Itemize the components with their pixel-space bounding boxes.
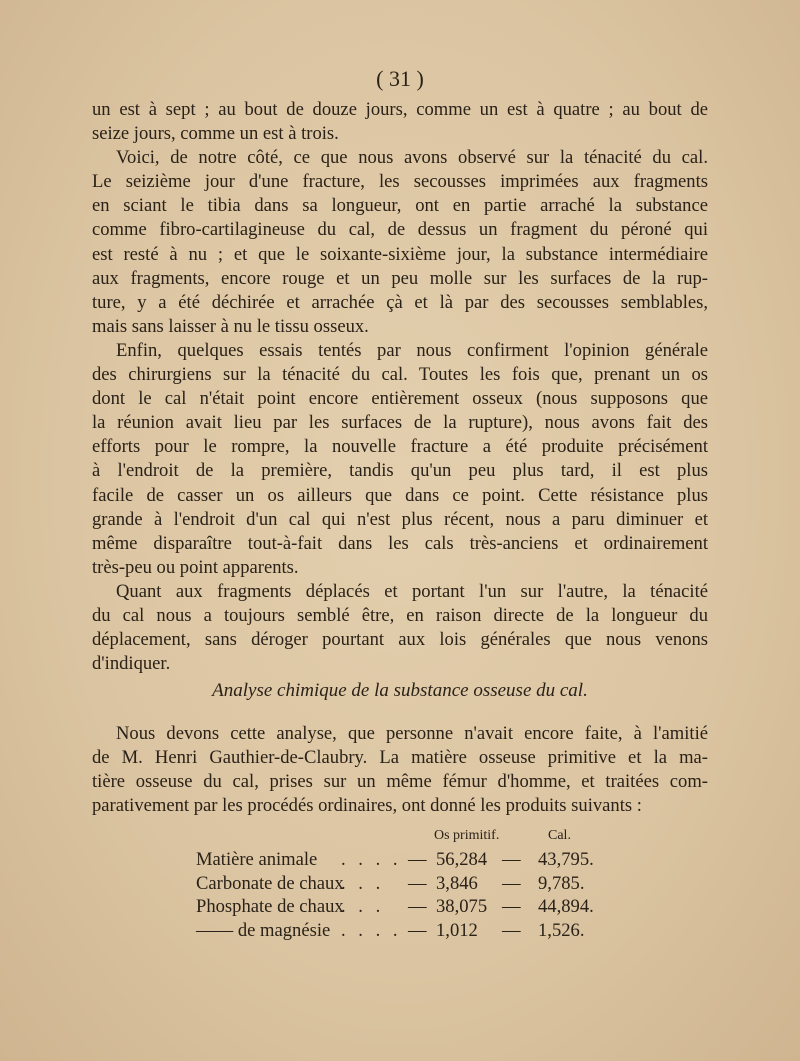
text-line: parativement par les procédés ordinaires, ont donné les produits suivants : [92, 795, 642, 817]
text-line: seize jours, comme un est à trois. [92, 123, 339, 145]
text-line: dont le cal n'était point encore entièrement osseux (nous supposons que [92, 388, 708, 410]
row-dash: — [408, 896, 427, 917]
composition-table [196, 826, 616, 942]
text-line: grande à l'endroit d'un cal qui n'est plus récent, nous a paru diminuer et [92, 508, 708, 530]
value-cal: 43,795. [538, 849, 594, 870]
text-line: très-peu ou point apparents. [92, 556, 299, 578]
table-header [196, 826, 616, 848]
text-line: déplacement, sans déroger pourtant aux lois générales que nous venons [92, 629, 708, 651]
row-label: Phosphate de chaux [196, 896, 344, 917]
header-cal: Cal. [548, 828, 571, 843]
row-dash: — [502, 849, 521, 870]
page-number: ( 31 ) [376, 66, 424, 91]
text-line: en sciant le tibia dans sa longueur, ont en partie arraché la substance [92, 195, 708, 217]
row-label: Carbonate de chaux [196, 872, 344, 894]
row-label: —— de magnésie [196, 919, 331, 941]
text-line: efforts pour le rompre, la nouvelle fracture a été produite précisément [92, 436, 708, 458]
row-dots: . . . . [341, 919, 402, 941]
table-row [196, 848, 616, 872]
value-os-primitif: 1,012 [436, 919, 478, 941]
text-line: Voici, de notre côté, ce que nous avons observé sur la ténacité du cal. [116, 147, 708, 169]
text-line: d'indiquer. [92, 653, 171, 675]
table-row [196, 895, 616, 919]
text-line: Nous devons cette analyse, que personne n'avait encore faite, à l'amitié [116, 723, 708, 744]
value-cal: 44,894. [538, 896, 594, 917]
row-dash: — [502, 919, 521, 941]
text-line: aux fragments, encore rouge et un peu molle sur les surfaces de la rup- [92, 267, 708, 289]
value-os-primitif: 38,075 [436, 896, 488, 917]
text-line: Enfin, quelques essais tentés par nous confirment l'opinion générale [116, 339, 708, 361]
text-line: tière osseuse du cal, prises sur un même fémur d'homme, et traitées com- [92, 771, 708, 793]
text-line: des chirurgiens sur la ténacité du cal. Toutes les fois que, prenant un os [92, 364, 708, 386]
text-line: la réunion avait lieu par les surfaces de la rupture), nous avons fait des [92, 412, 708, 434]
body-text-lower [92, 722, 708, 818]
text-line: facile de casser un os ailleurs que dans ce point. Cette résistance plus [92, 484, 708, 506]
text-line: Le seizième jour d'une fracture, les secousses imprimées aux fragments [92, 171, 708, 193]
row-dots: . . . . [341, 849, 402, 870]
value-cal: 9,785. [538, 872, 585, 894]
row-dash: — [408, 919, 427, 941]
row-dash: — [408, 849, 427, 870]
header-os-primitif: Os primitif. [434, 828, 500, 843]
text-line: ture, y a été déchirée et arrachée çà et là par des secousses semblables, [92, 291, 708, 313]
text-line: de M. Henri Gauthier-de-Claubry. La matière osseuse primitive et la ma- [92, 747, 708, 769]
text-line: est resté à nu ; et que le soixante-sixième jour, la substance intermédiaire [92, 243, 708, 265]
text-line: du cal nous a toujours semblé être, en raison directe de la longueur du [92, 604, 708, 626]
text-line: à l'endroit de la première, tandis qu'un peu plus tard, il est plus [92, 460, 708, 482]
text-line: un est à sept ; au bout de douze jours, comme un est à quatre ; au bout de [92, 99, 708, 120]
text-line: Quant aux fragments déplacés et portant l'un sur l'autre, la ténacité [116, 580, 708, 602]
row-dash: — [408, 872, 427, 894]
value-cal: 1,526. [538, 919, 585, 941]
value-os-primitif: 56,284 [436, 849, 488, 870]
text-line: comme fibro-cartilagineuse du cal, de dessus un fragment du péroné qui [92, 219, 708, 241]
text-line: mais sans laisser à nu le tissu osseux. [92, 315, 369, 337]
text-line: même disparaître tout-à-fait dans les cals très-anciens et ordinairement [92, 532, 708, 554]
row-dots: . . . [341, 872, 385, 894]
row-dots: . . . [341, 896, 385, 917]
body-text-upper [92, 98, 708, 676]
value-os-primitif: 3,846 [436, 872, 478, 894]
row-label: Matière animale [196, 849, 318, 870]
table-row [196, 919, 616, 943]
table-row [196, 872, 616, 896]
row-dash: — [502, 896, 521, 917]
section-title: Analyse chimique de la substance osseuse du cal. [212, 680, 588, 701]
row-dash: — [502, 872, 521, 894]
